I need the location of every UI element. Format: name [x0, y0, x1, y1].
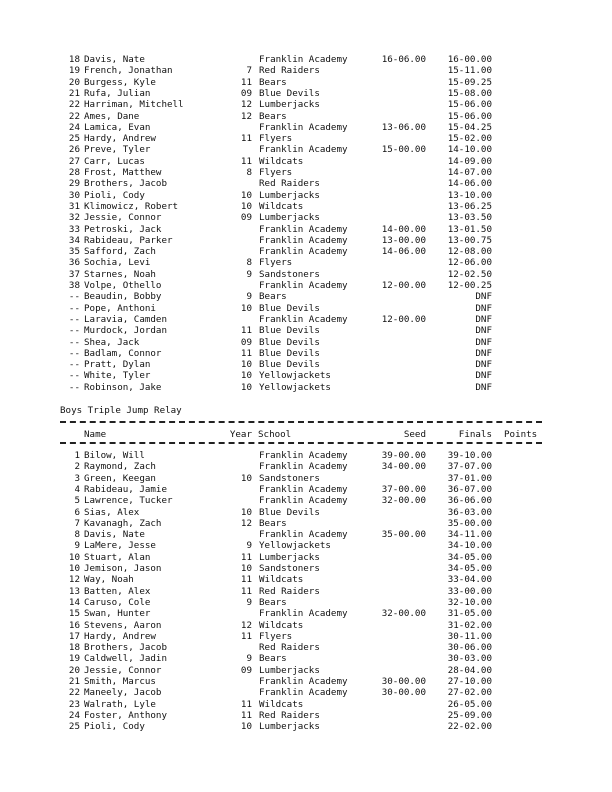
- school-cell: Franklin Academy: [259, 223, 348, 235]
- year-cell: 9: [246, 596, 252, 608]
- school-cell: Wildcats: [259, 200, 304, 212]
- finals-cell: 30-11.00: [447, 630, 492, 642]
- name-cell: Rabideau, Parker: [84, 234, 173, 246]
- place-cell: 21: [68, 87, 80, 99]
- finals-cell: 15-04.25: [447, 121, 492, 133]
- finals-cell: 27-10.00: [447, 676, 492, 687]
- finals-cell: 16-00.00: [447, 54, 492, 65]
- name-cell: Walrath, Lyle: [84, 698, 156, 710]
- school-cell: Red Raiders: [259, 178, 320, 190]
- finals-cell: DNF: [475, 347, 492, 359]
- finals-cell: DNF: [475, 302, 492, 314]
- name-cell: Shea, Jack: [84, 336, 140, 348]
- year-cell: 10: [240, 381, 252, 393]
- place-cell: 25: [68, 721, 80, 733]
- year-cell: 11: [240, 698, 252, 710]
- name-cell: Foster, Anthony: [84, 709, 167, 721]
- finals-cell: 15-09.25: [447, 76, 492, 88]
- school-cell: Wildcats: [259, 155, 304, 167]
- year-cell: 12: [240, 99, 252, 111]
- school-cell: Blue Devils: [259, 87, 320, 99]
- name-cell: Robinson, Jake: [84, 381, 162, 393]
- finals-cell: 34-11.00: [447, 529, 492, 541]
- finals-cell: 31-02.00: [447, 619, 492, 631]
- finals-cell: 13-10.00: [447, 189, 492, 201]
- school-cell: Yellowjackets: [259, 540, 331, 552]
- year-cell: 09: [240, 87, 252, 99]
- finals-cell: 28-04.00: [447, 664, 492, 676]
- year-cell: 09: [240, 336, 252, 348]
- year-cell: 11: [240, 347, 252, 359]
- seed-cell: 13-00.00: [381, 234, 426, 246]
- place-cell: 6: [74, 506, 80, 518]
- place-cell: 15: [68, 608, 80, 620]
- seed-cell: 12-00.00: [381, 280, 426, 291]
- place-cell: 1: [74, 450, 80, 461]
- school-cell: Blue Devils: [259, 359, 320, 371]
- school-cell: Wildcats: [259, 574, 304, 586]
- year-cell: 10: [240, 721, 252, 733]
- place-cell: --: [68, 313, 80, 325]
- finals-cell: 37-01.00: [447, 472, 492, 484]
- place-cell: 20: [68, 664, 80, 676]
- place-cell: 9: [74, 540, 80, 552]
- header-finals: Finals: [458, 429, 492, 440]
- place-cell: 18: [68, 54, 80, 65]
- name-cell: Frost, Matthew: [84, 167, 162, 178]
- year-cell: 10: [240, 189, 252, 201]
- place-cell: 34: [68, 234, 80, 246]
- place-cell: 26: [68, 144, 80, 156]
- school-cell: Sandstoners: [259, 563, 320, 574]
- finals-cell: 34-05.00: [447, 551, 492, 563]
- place-cell: 19: [68, 653, 80, 665]
- finals-cell: 30-06.00: [447, 642, 492, 654]
- place-cell: 29: [68, 178, 80, 190]
- school-cell: Franklin Academy: [259, 608, 348, 620]
- name-cell: Green, Keegan: [84, 472, 156, 484]
- name-cell: Pioli, Cody: [84, 721, 145, 733]
- name-cell: Jessie, Connor: [84, 664, 162, 676]
- seed-cell: 16-06.00: [381, 54, 426, 65]
- year-cell: 11: [240, 551, 252, 563]
- school-cell: Blue Devils: [259, 302, 320, 314]
- place-cell: 19: [68, 65, 80, 77]
- place-cell: 10: [68, 563, 80, 574]
- name-cell: Sochia, Levi: [84, 257, 151, 269]
- year-cell: 11: [240, 76, 252, 88]
- name-cell: French, Jonathan: [84, 65, 173, 77]
- place-cell: 22: [68, 110, 80, 122]
- year-cell: 12: [240, 110, 252, 122]
- name-cell: Pratt, Dylan: [84, 359, 151, 371]
- school-cell: Flyers: [259, 133, 293, 145]
- year-cell: 9: [246, 291, 252, 303]
- name-cell: Preve, Tyler: [84, 144, 151, 156]
- place-cell: 33: [68, 223, 80, 235]
- header-rule-bottom: [60, 442, 542, 444]
- place-cell: 12: [68, 574, 80, 586]
- school-cell: Red Raiders: [259, 65, 320, 77]
- school-cell: Franklin Academy: [259, 676, 348, 687]
- seed-cell: 15-00.00: [381, 144, 426, 156]
- school-cell: Franklin Academy: [259, 461, 348, 473]
- school-cell: Bears: [259, 596, 287, 608]
- school-cell: Sandstoners: [259, 472, 320, 484]
- finals-cell: 31-05.00: [447, 608, 492, 620]
- year-cell: 9: [246, 653, 252, 665]
- year-cell: 11: [240, 133, 252, 145]
- name-cell: Ames, Dane: [84, 110, 140, 122]
- school-cell: Blue Devils: [259, 325, 320, 337]
- name-cell: Jemison, Jason: [84, 563, 162, 574]
- finals-cell: DNF: [475, 359, 492, 371]
- place-cell: 14: [68, 596, 80, 608]
- name-cell: Davis, Nate: [84, 529, 145, 541]
- place-cell: 37: [68, 268, 80, 280]
- year-cell: 12: [240, 517, 252, 529]
- finals-cell: 13-03.50: [447, 212, 492, 224]
- seed-cell: 39-00.00: [381, 450, 426, 461]
- place-cell: 38: [68, 280, 80, 291]
- finals-cell: 14-10.00: [447, 144, 492, 156]
- place-cell: 36: [68, 257, 80, 269]
- finals-cell: 26-05.00: [447, 698, 492, 710]
- school-cell: Yellowjackets: [259, 381, 331, 393]
- seed-cell: 32-00.00: [381, 608, 426, 620]
- year-cell: 10: [240, 563, 252, 574]
- school-cell: Blue Devils: [259, 506, 320, 518]
- year-cell: 10: [240, 200, 252, 212]
- finals-cell: 36-07.00: [447, 483, 492, 495]
- name-cell: Caruso, Cole: [84, 596, 151, 608]
- header-year: Year: [229, 429, 252, 440]
- place-cell: 28: [68, 167, 80, 178]
- place-cell: 4: [74, 483, 80, 495]
- header-school: School: [258, 429, 292, 440]
- finals-cell: 35-00.00: [447, 517, 492, 529]
- name-cell: Harriman, Mitchell: [84, 99, 184, 111]
- finals-cell: 12-00.25: [447, 280, 492, 291]
- place-cell: 5: [74, 495, 80, 507]
- name-cell: Petroski, Jack: [84, 223, 162, 235]
- school-cell: Lumberjacks: [259, 99, 320, 111]
- place-cell: 24: [68, 121, 80, 133]
- year-cell: 11: [240, 585, 252, 597]
- finals-cell: 30-03.00: [447, 653, 492, 665]
- year-cell: 9: [246, 540, 252, 552]
- finals-cell: 15-06.00: [447, 110, 492, 122]
- finals-cell: 14-06.00: [447, 178, 492, 190]
- place-cell: 8: [74, 529, 80, 541]
- name-cell: Lawrence, Tucker: [84, 495, 173, 507]
- header-points: Points: [504, 429, 538, 440]
- finals-cell: 36-06.00: [447, 495, 492, 507]
- school-cell: Lumberjacks: [259, 551, 320, 563]
- year-cell: 8: [246, 257, 252, 269]
- finals-cell: 12-06.00: [447, 257, 492, 269]
- finals-cell: 15-08.00: [447, 87, 492, 99]
- header-seed: Seed: [403, 429, 426, 440]
- name-cell: Hardy, Andrew: [84, 133, 156, 145]
- year-cell: 10: [240, 370, 252, 382]
- school-cell: Blue Devils: [259, 336, 320, 348]
- finals-cell: 12-08.00: [447, 246, 492, 258]
- name-cell: Jessie, Connor: [84, 212, 162, 224]
- finals-cell: 15-02.00: [447, 133, 492, 145]
- year-cell: 11: [240, 709, 252, 721]
- year-cell: 11: [240, 630, 252, 642]
- school-cell: Bears: [259, 291, 287, 303]
- finals-cell: 34-05.00: [447, 563, 492, 574]
- name-cell: Brothers, Jacob: [84, 642, 167, 654]
- name-cell: LaMere, Jesse: [84, 540, 156, 552]
- school-cell: Franklin Academy: [259, 280, 348, 291]
- place-cell: --: [68, 291, 80, 303]
- place-cell: --: [68, 381, 80, 393]
- year-cell: 11: [240, 155, 252, 167]
- place-cell: 10: [68, 551, 80, 563]
- finals-cell: 34-10.00: [447, 540, 492, 552]
- school-cell: Red Raiders: [259, 642, 320, 654]
- place-cell: --: [68, 325, 80, 337]
- place-cell: 22: [68, 687, 80, 699]
- finals-cell: DNF: [475, 291, 492, 303]
- place-cell: 22: [68, 99, 80, 111]
- name-cell: Badlam, Connor: [84, 347, 162, 359]
- finals-cell: DNF: [475, 325, 492, 337]
- place-cell: 27: [68, 155, 80, 167]
- school-cell: Bears: [259, 76, 287, 88]
- school-cell: Franklin Academy: [259, 246, 348, 258]
- school-cell: Lumberjacks: [259, 721, 320, 733]
- finals-cell: 27-02.00: [447, 687, 492, 699]
- name-cell: Caldwell, Jadin: [84, 653, 167, 665]
- name-cell: Sias, Alex: [84, 506, 140, 518]
- finals-cell: 22-02.00: [447, 721, 492, 733]
- finals-cell: DNF: [475, 336, 492, 348]
- seed-cell: 12-00.00: [381, 313, 426, 325]
- year-cell: 7: [246, 65, 252, 77]
- year-cell: 11: [240, 574, 252, 586]
- finals-cell: 32-10.00: [447, 596, 492, 608]
- name-cell: Maneely, Jacob: [84, 687, 162, 699]
- school-cell: Franklin Academy: [259, 121, 348, 133]
- name-cell: Swan, Hunter: [84, 608, 151, 620]
- school-cell: Red Raiders: [259, 585, 320, 597]
- place-cell: 23: [68, 698, 80, 710]
- name-cell: Carr, Lucas: [84, 155, 145, 167]
- header-name: Name: [84, 429, 107, 440]
- year-cell: 12: [240, 619, 252, 631]
- seed-cell: 14-00.00: [381, 223, 426, 235]
- school-cell: Franklin Academy: [259, 313, 348, 325]
- school-cell: Franklin Academy: [259, 483, 348, 495]
- year-cell: 10: [240, 506, 252, 518]
- name-cell: Starnes, Noah: [84, 268, 156, 280]
- seed-cell: 35-00.00: [381, 529, 426, 541]
- year-cell: 9: [246, 268, 252, 280]
- finals-cell: 15-11.00: [447, 65, 492, 77]
- school-cell: Flyers: [259, 167, 293, 178]
- name-cell: Safford, Zach: [84, 246, 156, 258]
- name-cell: Pioli, Cody: [84, 189, 145, 201]
- name-cell: Laravia, Camden: [84, 313, 167, 325]
- finals-cell: 13-00.75: [447, 234, 492, 246]
- name-cell: Bilow, Will: [84, 450, 145, 461]
- school-cell: Bears: [259, 653, 287, 665]
- seed-cell: 37-00.00: [381, 483, 426, 495]
- year-cell: 10: [240, 359, 252, 371]
- school-cell: Franklin Academy: [259, 144, 348, 156]
- school-cell: Franklin Academy: [259, 54, 348, 65]
- name-cell: Brothers, Jacob: [84, 178, 167, 190]
- finals-cell: 13-06.25: [447, 200, 492, 212]
- name-cell: Burgess, Kyle: [84, 76, 156, 88]
- header-rule-top: [60, 421, 542, 423]
- school-cell: Franklin Academy: [259, 450, 348, 461]
- name-cell: Lamica, Evan: [84, 121, 151, 133]
- school-cell: Bears: [259, 517, 287, 529]
- school-cell: Flyers: [259, 257, 293, 269]
- finals-cell: DNF: [475, 381, 492, 393]
- place-cell: 3: [74, 472, 80, 484]
- school-cell: Sandstoners: [259, 268, 320, 280]
- finals-cell: 14-09.00: [447, 155, 492, 167]
- name-cell: Beaudin, Bobby: [84, 291, 162, 303]
- year-cell: 11: [240, 325, 252, 337]
- finals-cell: 36-03.00: [447, 506, 492, 518]
- name-cell: Volpe, Othello: [84, 280, 162, 291]
- finals-cell: 12-02.50: [447, 268, 492, 280]
- finals-cell: DNF: [475, 313, 492, 325]
- place-cell: --: [68, 347, 80, 359]
- place-cell: --: [68, 359, 80, 371]
- school-cell: Wildcats: [259, 619, 304, 631]
- finals-cell: 37-07.00: [447, 461, 492, 473]
- place-cell: 18: [68, 642, 80, 654]
- place-cell: 21: [68, 676, 80, 687]
- place-cell: 30: [68, 189, 80, 201]
- seed-cell: 13-06.00: [381, 121, 426, 133]
- column-headers: [0, 429, 538, 440]
- place-cell: 35: [68, 246, 80, 258]
- seed-cell: 30-00.00: [381, 687, 426, 699]
- finals-cell: DNF: [475, 370, 492, 382]
- place-cell: 7: [74, 517, 80, 529]
- place-cell: 17: [68, 630, 80, 642]
- place-cell: --: [68, 302, 80, 314]
- section-title: Boys Triple Jump Relay: [60, 405, 182, 416]
- place-cell: 32: [68, 212, 80, 224]
- name-cell: Murdock, Jordan: [84, 325, 167, 337]
- finals-cell: 39-10.00: [447, 450, 492, 461]
- school-cell: Franklin Academy: [259, 687, 348, 699]
- seed-cell: 32-00.00: [381, 495, 426, 507]
- school-cell: Flyers: [259, 630, 293, 642]
- name-cell: Raymond, Zach: [84, 461, 156, 473]
- place-cell: 16: [68, 619, 80, 631]
- year-cell: 10: [240, 472, 252, 484]
- finals-cell: 25-09.00: [447, 709, 492, 721]
- place-cell: --: [68, 370, 80, 382]
- seed-cell: 30-00.00: [381, 676, 426, 687]
- place-cell: 13: [68, 585, 80, 597]
- year-cell: 09: [240, 212, 252, 224]
- school-cell: Yellowjackets: [259, 370, 331, 382]
- seed-cell: 14-06.00: [381, 246, 426, 258]
- place-cell: 20: [68, 76, 80, 88]
- school-cell: Red Raiders: [259, 709, 320, 721]
- year-cell: 09: [240, 664, 252, 676]
- name-cell: Davis, Nate: [84, 54, 145, 65]
- finals-cell: 15-06.00: [447, 99, 492, 111]
- school-cell: Franklin Academy: [259, 495, 348, 507]
- place-cell: 31: [68, 200, 80, 212]
- school-cell: Franklin Academy: [259, 234, 348, 246]
- place-cell: 25: [68, 133, 80, 145]
- name-cell: White, Tyler: [84, 370, 151, 382]
- school-cell: Franklin Academy: [259, 529, 348, 541]
- name-cell: Way, Noah: [84, 574, 134, 586]
- place-cell: 2: [74, 461, 80, 473]
- school-cell: Wildcats: [259, 698, 304, 710]
- finals-cell: 33-00.00: [447, 585, 492, 597]
- name-cell: Klimowicz, Robert: [84, 200, 179, 212]
- name-cell: Pope, Anthoni: [84, 302, 156, 314]
- seed-cell: 34-00.00: [381, 461, 426, 473]
- name-cell: Hardy, Andrew: [84, 630, 156, 642]
- name-cell: Batten, Alex: [84, 585, 151, 597]
- year-cell: 10: [240, 302, 252, 314]
- school-cell: Lumberjacks: [259, 212, 320, 224]
- finals-cell: 14-07.00: [447, 167, 492, 178]
- name-cell: Smith, Marcus: [84, 676, 156, 687]
- school-cell: Blue Devils: [259, 347, 320, 359]
- name-cell: Stevens, Aaron: [84, 619, 162, 631]
- finals-cell: 13-01.50: [447, 223, 492, 235]
- school-cell: Lumberjacks: [259, 189, 320, 201]
- name-cell: Rabideau, Jamie: [84, 483, 167, 495]
- finals-cell: 33-04.00: [447, 574, 492, 586]
- school-cell: Lumberjacks: [259, 664, 320, 676]
- name-cell: Rufa, Julian: [84, 87, 151, 99]
- place-cell: 24: [68, 709, 80, 721]
- school-cell: Bears: [259, 110, 287, 122]
- place-cell: --: [68, 336, 80, 348]
- year-cell: 8: [246, 167, 252, 178]
- name-cell: Kavanagh, Zach: [84, 517, 162, 529]
- name-cell: Stuart, Alan: [84, 551, 151, 563]
